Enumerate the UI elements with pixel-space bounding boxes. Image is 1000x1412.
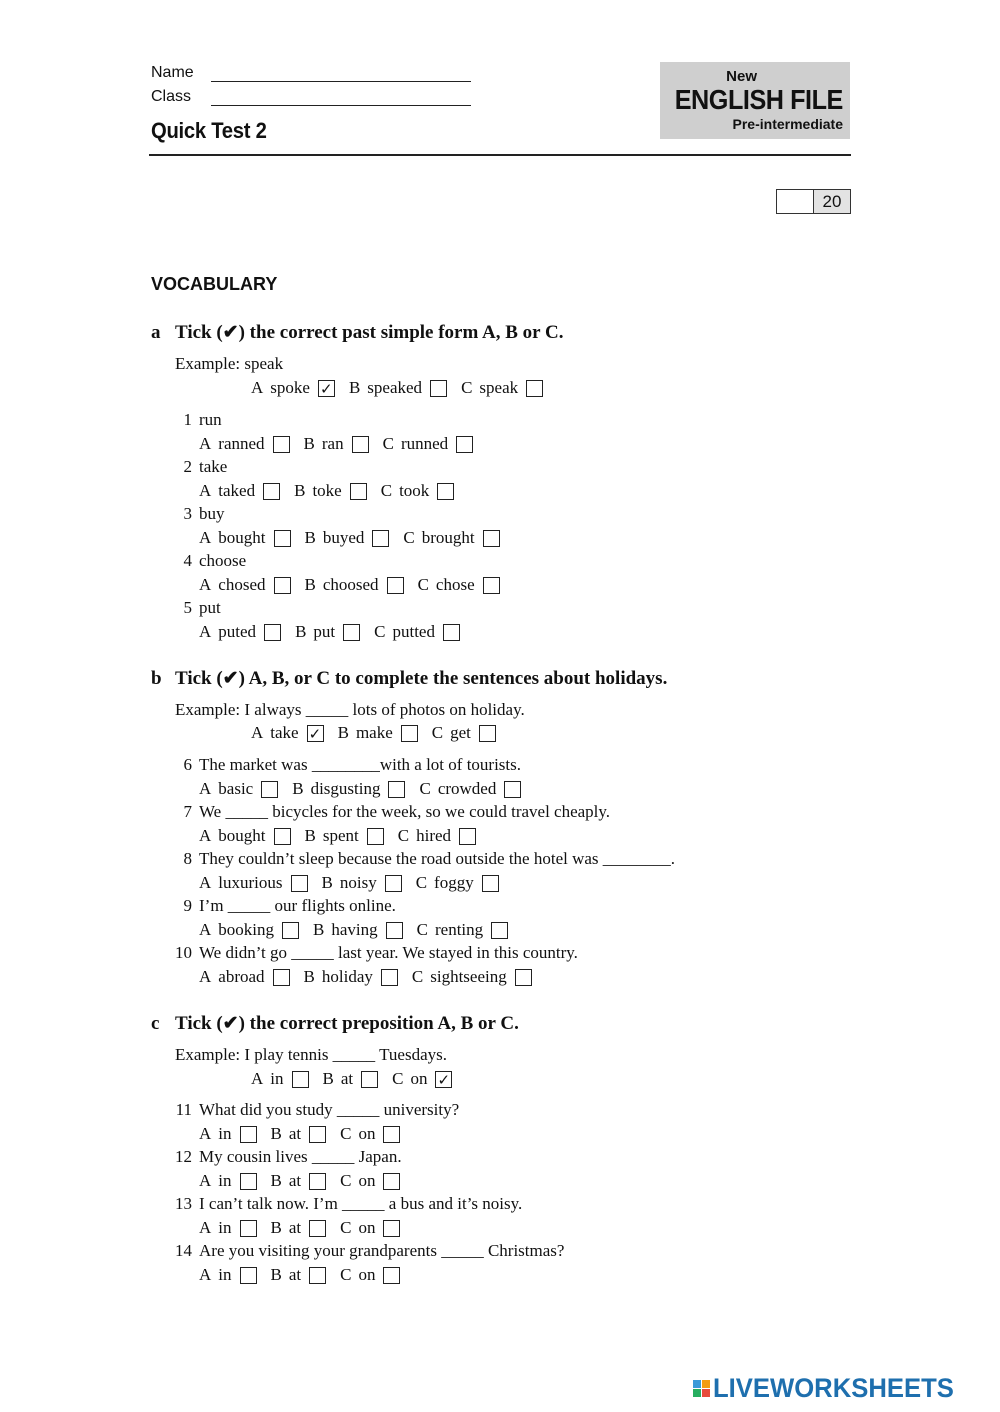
tile: [702, 1389, 710, 1397]
question-10: [158, 943, 578, 963]
option-letter: C: [431, 723, 444, 742]
answer-checkbox[interactable]: [482, 875, 499, 892]
option-text: luxurious: [218, 873, 283, 892]
question-6-options: [199, 779, 535, 799]
example-prompt: [175, 354, 283, 374]
question-7-options: [199, 826, 490, 846]
question-4-options: [199, 575, 514, 595]
option-letter: A: [199, 967, 212, 986]
option-letter: A: [199, 622, 212, 641]
question-8: [158, 849, 675, 869]
answer-checkbox[interactable]: [274, 530, 291, 547]
answer-checkbox[interactable]: [483, 577, 500, 594]
option-letter: B: [270, 1218, 282, 1237]
liveworksheets-logo: [693, 1373, 967, 1404]
answer-checkbox[interactable]: [274, 828, 291, 845]
option-text: on: [358, 1218, 376, 1237]
option-text: noisy: [339, 873, 377, 892]
question-13-options: [199, 1218, 414, 1238]
option-letter: B: [270, 1265, 282, 1284]
answer-checkbox[interactable]: [309, 1126, 326, 1143]
answer-option: [340, 1171, 400, 1191]
option-letter: A: [199, 1218, 212, 1237]
answer-option: [304, 967, 398, 987]
option-text: took: [399, 481, 430, 500]
option-text: buyed: [322, 528, 365, 547]
option-letter: B: [348, 378, 361, 397]
option-letter: B: [322, 1069, 334, 1088]
example-options: [251, 1069, 466, 1089]
option-text: on: [358, 1265, 376, 1284]
option-letter: B: [303, 434, 315, 453]
question-number: 5: [183, 598, 192, 617]
answer-option: [383, 434, 474, 454]
answer-checkbox[interactable]: [309, 1267, 326, 1284]
answer-option: [199, 873, 308, 893]
option-text: on: [410, 1069, 428, 1088]
answer-checkbox[interactable]: [352, 436, 369, 453]
name-label: Name: [151, 64, 194, 81]
answer-option: [417, 920, 509, 940]
option-letter: B: [294, 481, 306, 500]
question-text: choose: [199, 551, 247, 570]
question-11-options: [199, 1124, 414, 1144]
answer-checkbox[interactable]: [282, 922, 299, 939]
answer-option: [305, 528, 390, 548]
answer-option: [199, 1171, 257, 1191]
section-letter: b: [151, 668, 162, 689]
option-text: get: [450, 723, 471, 742]
checkbox[interactable]: [479, 725, 496, 742]
option-text: crowded: [437, 779, 497, 798]
tile: [702, 1380, 710, 1388]
checkbox[interactable]: [292, 1071, 309, 1088]
option-letter: B: [292, 779, 304, 798]
score-box: [776, 189, 851, 214]
question-12-options: [199, 1171, 414, 1191]
page-title: Quick Test 2: [151, 118, 267, 143]
option-letter: B: [321, 873, 333, 892]
option-letter: A: [251, 1069, 264, 1088]
answer-checkbox[interactable]: [459, 828, 476, 845]
option-letter: C: [419, 779, 431, 798]
example-text: Example: I always _____ lots of photos on holiday.: [175, 700, 525, 719]
answer-checkbox[interactable]: [504, 781, 521, 798]
option-text: disgusting: [310, 779, 381, 798]
question-number: 4: [183, 551, 192, 570]
option-text: bought: [218, 528, 266, 547]
option-letter: C: [403, 528, 415, 547]
answer-option: [199, 967, 290, 987]
tile: [693, 1389, 701, 1397]
answer-option: [412, 967, 532, 987]
answer-checkbox[interactable]: [383, 1267, 400, 1284]
answer-option: [340, 1265, 400, 1285]
check-icon: ✓: [319, 379, 333, 398]
option-letter: B: [337, 723, 349, 742]
question-4: [158, 551, 246, 571]
answer-checkbox[interactable]: [263, 483, 280, 500]
option-text: sightseeing: [430, 967, 507, 986]
option-text: basic: [218, 779, 254, 798]
logo-line-2: ENGLISH FILE: [674, 84, 843, 115]
answer-option: [199, 1218, 257, 1238]
answer-option: [419, 779, 521, 799]
answer-option: [294, 481, 367, 501]
question-text: I’m _____ our flights online.: [199, 896, 396, 915]
question-14-options: [199, 1265, 414, 1285]
option-text: bought: [218, 826, 266, 845]
option-letter: A: [199, 873, 212, 892]
option-letter: C: [340, 1124, 352, 1143]
question-number: 7: [183, 802, 192, 821]
example-options: [251, 723, 510, 743]
option-letter: A: [251, 723, 264, 742]
answer-checkbox[interactable]: [240, 1173, 257, 1190]
answer-option: [398, 826, 476, 846]
answer-checkbox[interactable]: [240, 1267, 257, 1284]
answer-option: [340, 1124, 400, 1144]
question-text: Are you visiting your grandparents _____ Christmas?: [199, 1241, 565, 1260]
section-letter: a: [151, 322, 161, 343]
answer-checkbox[interactable]: [437, 483, 454, 500]
answer-option: [199, 826, 291, 846]
option-text: in: [270, 1069, 284, 1088]
answer-checkbox[interactable]: [483, 530, 500, 547]
checkbox[interactable]: [401, 725, 418, 742]
option-letter: C: [415, 873, 428, 892]
option-letter: B: [295, 622, 307, 641]
option-letter: C: [411, 967, 424, 986]
question-9-options: [199, 920, 522, 940]
answer-checkbox[interactable]: [309, 1220, 326, 1237]
question-3-options: [199, 528, 514, 548]
example-text: Example: speak: [175, 354, 284, 373]
example-options: [251, 378, 557, 398]
answer-option: [199, 1265, 257, 1285]
option-text: runned: [400, 434, 449, 453]
name-field[interactable]: [211, 81, 471, 82]
option-text: taked: [218, 481, 256, 500]
question-number: 1: [183, 410, 192, 429]
option-letter: B: [304, 826, 316, 845]
answer-option: [305, 826, 384, 846]
answer-option: [199, 434, 290, 454]
question-11: [158, 1100, 459, 1120]
answer-option: [313, 920, 403, 940]
option-letter: C: [374, 622, 386, 641]
option-letter: C: [340, 1265, 352, 1284]
option-text: toke: [312, 481, 342, 500]
question-text: What did you study _____ university?: [199, 1100, 460, 1119]
question-text: My cousin lives _____ Japan.: [199, 1147, 402, 1166]
option-letter: A: [199, 826, 212, 845]
option-letter: C: [340, 1218, 352, 1237]
answer-option: [199, 1124, 257, 1144]
question-number: 2: [183, 457, 192, 476]
question-text: I can’t talk now. I’m _____ a bus and it’s noisy.: [199, 1194, 523, 1213]
option-text: in: [218, 1124, 232, 1143]
option-text: puted: [218, 622, 257, 641]
question-10-options: [199, 967, 546, 987]
answer-option: [403, 528, 499, 548]
answer-checkbox[interactable]: [386, 922, 403, 939]
option-letter: B: [270, 1171, 282, 1190]
question-number: 9: [183, 896, 192, 915]
option-text: speaked: [367, 378, 423, 397]
section-b-instruction: [151, 667, 667, 690]
answer-option: [271, 1218, 327, 1238]
answer-checkbox[interactable]: [383, 1126, 400, 1143]
answer-option: [305, 575, 404, 595]
option-letter: C: [392, 1069, 404, 1088]
option-text: booking: [218, 920, 275, 939]
option-text: having: [331, 920, 378, 939]
option-letter: B: [304, 528, 316, 547]
question-text: The market was ________with a lot of tourists.: [199, 755, 522, 774]
question-6: [158, 755, 521, 775]
option-letter: A: [199, 434, 212, 453]
question-text: take: [199, 457, 228, 476]
answer-option: [271, 1124, 327, 1144]
option-text: at: [288, 1218, 302, 1237]
answer-checkbox[interactable]: [381, 969, 398, 986]
class-field[interactable]: [211, 105, 471, 106]
question-2-options: [199, 481, 468, 501]
logo-line-1: New: [726, 68, 757, 85]
option-letter: A: [199, 1265, 212, 1284]
liveworksheets-brand: LIVEWORKSHEETS: [713, 1373, 954, 1403]
question-number: 14: [175, 1241, 192, 1260]
option-letter: A: [251, 378, 264, 397]
option-letter: A: [199, 779, 212, 798]
answer-checkbox[interactable]: [456, 436, 473, 453]
question-14: [158, 1241, 564, 1261]
answer-checkbox[interactable]: [443, 624, 460, 641]
answer-option: [199, 575, 291, 595]
answer-option: [199, 481, 280, 501]
answer-checkbox[interactable]: [383, 1220, 400, 1237]
answer-option: [292, 779, 405, 799]
answer-option: [304, 434, 369, 454]
checkbox-checked[interactable]: [318, 380, 335, 397]
option-letter: C: [461, 378, 473, 397]
question-text: We didn’t go _____ last year. We stayed in this country.: [199, 943, 578, 962]
logo-line-3: Pre-intermediate: [732, 116, 843, 132]
option-letter: A: [199, 528, 212, 547]
question-5-options: [199, 622, 474, 642]
option-letter: C: [416, 920, 428, 939]
answer-checkbox[interactable]: [274, 577, 291, 594]
answer-option: [374, 622, 460, 642]
question-number: 8: [183, 849, 192, 868]
option-letter: B: [270, 1124, 282, 1143]
english-file-logo: [660, 62, 850, 139]
option-letter: C: [417, 575, 429, 594]
question-3: [158, 504, 225, 524]
example-text: Example: I play tennis _____ Tuesdays.: [175, 1045, 447, 1064]
option-text: putted: [392, 622, 435, 641]
answer-checkbox[interactable]: [350, 483, 367, 500]
option-text: at: [288, 1265, 302, 1284]
option-text: in: [218, 1218, 232, 1237]
option-text: speak: [479, 378, 519, 397]
option-text: spoke: [270, 378, 310, 397]
question-text: We _____ bicycles for the week, so we could travel cheaply.: [199, 802, 611, 821]
answer-option: [416, 873, 499, 893]
option-letter: C: [340, 1171, 352, 1190]
question-9: [158, 896, 396, 916]
option-letter: B: [303, 967, 315, 986]
question-number: 11: [175, 1100, 192, 1119]
answer-checkbox[interactable]: [385, 875, 402, 892]
tile: [693, 1380, 701, 1388]
option-text: make: [355, 723, 393, 742]
option-text: chosed: [218, 575, 266, 594]
question-text: run: [199, 410, 222, 429]
question-number: 12: [175, 1147, 192, 1166]
answer-option: [418, 575, 500, 595]
checkbox[interactable]: [526, 380, 543, 397]
score-total: 20: [814, 190, 850, 213]
question-number: 6: [183, 755, 192, 774]
question-text: They couldn’t sleep because the road outside the hotel was ________.: [199, 849, 676, 868]
option-letter: C: [397, 826, 410, 845]
option-text: foggy: [434, 873, 474, 892]
option-letter: A: [199, 575, 212, 594]
answer-option: [199, 779, 278, 799]
option-text: hired: [416, 826, 452, 845]
liveworksheets-tiles-icon: [693, 1380, 710, 1397]
check-icon: ✓: [308, 724, 322, 743]
section-a-instruction: [151, 321, 563, 344]
section-heading-vocabulary: VOCABULARY: [151, 274, 278, 294]
answer-checkbox[interactable]: [367, 828, 384, 845]
question-number: 3: [183, 504, 192, 523]
answer-checkbox[interactable]: [240, 1220, 257, 1237]
option-text: abroad: [218, 967, 265, 986]
option-letter: A: [199, 1124, 212, 1143]
option-letter: A: [199, 1171, 212, 1190]
option-text: brought: [421, 528, 475, 547]
answer-option: [322, 873, 402, 893]
answer-checkbox[interactable]: [388, 781, 405, 798]
answer-option: [340, 1218, 400, 1238]
answer-option: [199, 622, 281, 642]
instruction-text: Tick (✔) the correct past simple form A, B or C.: [175, 322, 564, 343]
option-letter: A: [199, 481, 212, 500]
option-letter: A: [199, 920, 212, 939]
question-5: [158, 598, 221, 618]
answer-checkbox[interactable]: [343, 624, 360, 641]
option-text: in: [218, 1265, 232, 1284]
option-text: put: [313, 622, 336, 641]
answer-checkbox[interactable]: [515, 969, 532, 986]
answer-checkbox[interactable]: [264, 624, 281, 641]
answer-option: [199, 920, 299, 940]
answer-option: [271, 1171, 327, 1191]
question-2: [158, 457, 227, 477]
option-text: chose: [435, 575, 475, 594]
checkbox[interactable]: [430, 380, 447, 397]
answer-option: [381, 481, 455, 501]
option-text: at: [340, 1069, 354, 1088]
question-1-options: [199, 434, 487, 454]
section-c-instruction: [151, 1012, 519, 1035]
answer-checkbox[interactable]: [273, 436, 290, 453]
answer-checkbox[interactable]: [273, 969, 290, 986]
answer-option: [199, 528, 291, 548]
option-text: renting: [434, 920, 484, 939]
checkbox-checked[interactable]: [435, 1071, 452, 1088]
question-text: put: [199, 598, 221, 617]
answer-checkbox[interactable]: [383, 1173, 400, 1190]
question-7: [158, 802, 610, 822]
question-13: [158, 1194, 522, 1214]
example-prompt: [175, 700, 525, 720]
option-text: ran: [321, 434, 344, 453]
option-text: holiday: [321, 967, 373, 986]
option-letter: B: [304, 575, 316, 594]
check-icon: ✓: [437, 1070, 451, 1089]
answer-checkbox[interactable]: [372, 530, 389, 547]
option-text: in: [218, 1171, 232, 1190]
question-12: [158, 1147, 402, 1167]
section-letter: c: [151, 1013, 160, 1034]
answer-checkbox[interactable]: [240, 1126, 257, 1143]
option-text: on: [358, 1171, 376, 1190]
option-letter: B: [313, 920, 325, 939]
header-divider: [149, 154, 851, 156]
option-letter: C: [380, 481, 393, 500]
question-8-options: [199, 873, 513, 893]
class-label: Class: [151, 88, 192, 105]
question-text: buy: [199, 504, 225, 523]
answer-checkbox[interactable]: [291, 875, 308, 892]
answer-checkbox[interactable]: [387, 577, 404, 594]
answer-option: [271, 1265, 327, 1285]
checkbox-checked[interactable]: [307, 725, 324, 742]
example-prompt: [175, 1045, 447, 1065]
option-letter: C: [382, 434, 394, 453]
question-number: 13: [175, 1194, 192, 1213]
option-text: on: [358, 1124, 376, 1143]
question-number: 10: [175, 943, 192, 962]
answer-checkbox[interactable]: [261, 781, 278, 798]
option-text: spent: [322, 826, 359, 845]
option-text: take: [270, 723, 299, 742]
option-text: ranned: [218, 434, 265, 453]
option-text: at: [288, 1124, 302, 1143]
answer-checkbox[interactable]: [491, 922, 508, 939]
checkbox[interactable]: [361, 1071, 378, 1088]
option-text: at: [288, 1171, 302, 1190]
instruction-text: Tick (✔) A, B, or C to complete the sentences about holidays.: [175, 668, 668, 689]
answer-option: [295, 622, 360, 642]
instruction-text: Tick (✔) the correct preposition A, B or C.: [175, 1013, 519, 1034]
answer-checkbox[interactable]: [309, 1173, 326, 1190]
question-1: [158, 410, 222, 430]
option-text: choosed: [322, 575, 379, 594]
score-input[interactable]: [777, 190, 814, 213]
